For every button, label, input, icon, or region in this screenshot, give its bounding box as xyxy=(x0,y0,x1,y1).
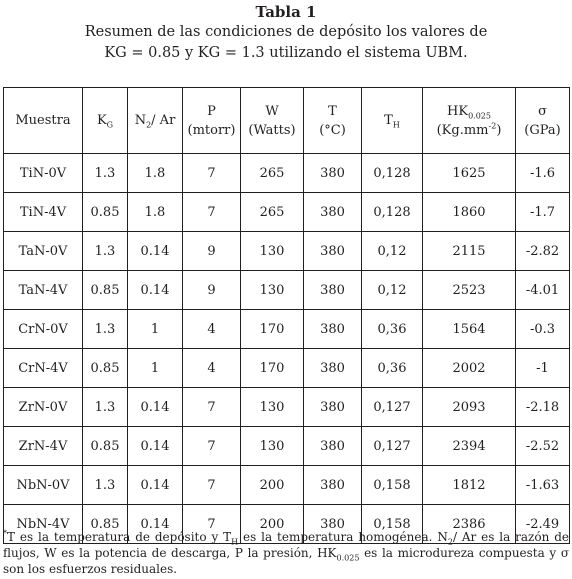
table-row xyxy=(4,271,570,310)
cell-p: 7 xyxy=(183,193,241,232)
cell-p: 7 xyxy=(183,466,241,505)
cell-t: 380 xyxy=(304,388,362,427)
cell-n2ar: 0.14 xyxy=(128,232,183,271)
cell-w: 130 xyxy=(241,271,304,310)
table-row xyxy=(4,349,570,388)
cell-kg: 0.85 xyxy=(83,271,128,310)
header-p: P (mtorr) xyxy=(183,88,241,154)
table-row xyxy=(4,427,570,466)
table-caption xyxy=(0,2,572,64)
cell-muestra: TiN-4V xyxy=(4,193,83,232)
cell-t: 380 xyxy=(304,232,362,271)
table-row xyxy=(4,388,570,427)
table-row xyxy=(4,232,570,271)
cell-muestra: NbN-0V xyxy=(4,466,83,505)
header-row xyxy=(4,88,570,154)
cell-muestra: ZrN-0V xyxy=(4,388,83,427)
cell-sigma: -2.49 xyxy=(516,505,570,544)
cell-w: 130 xyxy=(241,427,304,466)
cell-hk: 2386 xyxy=(423,505,516,544)
cell-hk: 1625 xyxy=(423,154,516,193)
table-row xyxy=(4,193,570,232)
table-footnote: *T es la temperatura de depósito y $T_H$ es la temperatura homogénea. $N_2/$ Ar es la razón de flujos, W es la potencia de descarga, P la presión, $HK_{0.025}$ es la microdureza compuesta y σ son los esfuerzos residuales. xyxy=(3,529,570,576)
header-hk: $HK_{0.025}$ $(Kg.mm^{-2})$ xyxy=(423,88,516,154)
cell-th: 0,36 xyxy=(362,310,423,349)
cell-t: 380 xyxy=(304,466,362,505)
cell-kg: 0.85 xyxy=(83,505,128,544)
cell-th: 0,128 xyxy=(362,193,423,232)
cell-w: 130 xyxy=(241,388,304,427)
header-n2-ar: $N_2/$ Ar xyxy=(128,88,183,154)
cell-sigma: -1.63 xyxy=(516,466,570,505)
cell-p: 4 xyxy=(183,349,241,388)
cell-n2ar: 0.14 xyxy=(128,271,183,310)
cell-w: 170 xyxy=(241,310,304,349)
cell-t: 380 xyxy=(304,349,362,388)
cell-muestra: TaN-0V xyxy=(4,232,83,271)
cell-p: 4 xyxy=(183,310,241,349)
cell-sigma: -2.18 xyxy=(516,388,570,427)
cell-n2ar: 0.14 xyxy=(128,427,183,466)
cell-hk: 1860 xyxy=(423,193,516,232)
cell-muestra: CrN-0V xyxy=(4,310,83,349)
cell-muestra: TaN-4V xyxy=(4,271,83,310)
cell-w: 170 xyxy=(241,349,304,388)
cell-n2ar: 1.8 xyxy=(128,193,183,232)
cell-t: 380 xyxy=(304,427,362,466)
caption-line-1: Resumen de las condiciones de depósito los valores de xyxy=(84,24,488,40)
cell-w: 265 xyxy=(241,154,304,193)
cell-w: 130 xyxy=(241,232,304,271)
header-th: $T_H$ xyxy=(362,88,423,154)
cell-th: 0,12 xyxy=(362,232,423,271)
cell-hk: 1812 xyxy=(423,466,516,505)
cell-kg: 1.3 xyxy=(83,388,128,427)
cell-p: 7 xyxy=(183,388,241,427)
cell-sigma: -2.82 xyxy=(516,232,570,271)
cell-t: 380 xyxy=(304,154,362,193)
cell-th: 0,158 xyxy=(362,505,423,544)
cell-p: 7 xyxy=(183,427,241,466)
cell-p: 7 xyxy=(183,505,241,544)
table-title: Tabla 1 xyxy=(255,3,317,21)
cell-sigma: -0.3 xyxy=(516,310,570,349)
cell-t: 380 xyxy=(304,193,362,232)
caption-line-2: KG = 0.85 y KG = 1.3 utilizando el sistema UBM. xyxy=(104,45,468,61)
cell-p: 9 xyxy=(183,271,241,310)
cell-kg: 0.85 xyxy=(83,349,128,388)
cell-hk: 2093 xyxy=(423,388,516,427)
cell-t: 380 xyxy=(304,271,362,310)
cell-t: 380 xyxy=(304,310,362,349)
cell-hk: 2394 xyxy=(423,427,516,466)
cell-n2ar: 0.14 xyxy=(128,466,183,505)
header-kg: $K_G$ xyxy=(83,88,128,154)
cell-th: 0,127 xyxy=(362,388,423,427)
cell-th: 0,36 xyxy=(362,349,423,388)
cell-w: 200 xyxy=(241,505,304,544)
cell-th: 0,127 xyxy=(362,427,423,466)
cell-p: 7 xyxy=(183,154,241,193)
cell-hk: 2523 xyxy=(423,271,516,310)
cell-sigma: -2.52 xyxy=(516,427,570,466)
cell-muestra: NbN-4V xyxy=(4,505,83,544)
cell-muestra: CrN-4V xyxy=(4,349,83,388)
cell-th: 0,158 xyxy=(362,466,423,505)
cell-n2ar: 0.14 xyxy=(128,388,183,427)
header-t: T (°C) xyxy=(304,88,362,154)
cell-sigma: -1 xyxy=(516,349,570,388)
cell-w: 200 xyxy=(241,466,304,505)
cell-t: 380 xyxy=(304,505,362,544)
cell-kg: 1.3 xyxy=(83,310,128,349)
cell-muestra: ZrN-4V xyxy=(4,427,83,466)
cell-kg: 1.3 xyxy=(83,466,128,505)
cell-kg: 0.85 xyxy=(83,427,128,466)
cell-hk: 1564 xyxy=(423,310,516,349)
cell-n2ar: 1.8 xyxy=(128,154,183,193)
cell-kg: 0.85 xyxy=(83,193,128,232)
cell-hk: 2002 xyxy=(423,349,516,388)
deposition-table xyxy=(3,87,570,544)
cell-th: 0,128 xyxy=(362,154,423,193)
cell-sigma: -4.01 xyxy=(516,271,570,310)
header-w: W (Watts) xyxy=(241,88,304,154)
cell-sigma: -1.7 xyxy=(516,193,570,232)
header-muestra: Muestra xyxy=(4,88,83,154)
header-sigma: σ (GPa) xyxy=(516,88,570,154)
table-row xyxy=(4,310,570,349)
cell-hk: 2115 xyxy=(423,232,516,271)
cell-n2ar: 1 xyxy=(128,310,183,349)
table-row xyxy=(4,466,570,505)
cell-th: 0,12 xyxy=(362,271,423,310)
cell-kg: 1.3 xyxy=(83,232,128,271)
cell-kg: 1.3 xyxy=(83,154,128,193)
cell-n2ar: 0.14 xyxy=(128,505,183,544)
cell-p: 9 xyxy=(183,232,241,271)
table-row xyxy=(4,154,570,193)
cell-sigma: -1.6 xyxy=(516,154,570,193)
cell-muestra: TiN-0V xyxy=(4,154,83,193)
cell-w: 265 xyxy=(241,193,304,232)
cell-n2ar: 1 xyxy=(128,349,183,388)
